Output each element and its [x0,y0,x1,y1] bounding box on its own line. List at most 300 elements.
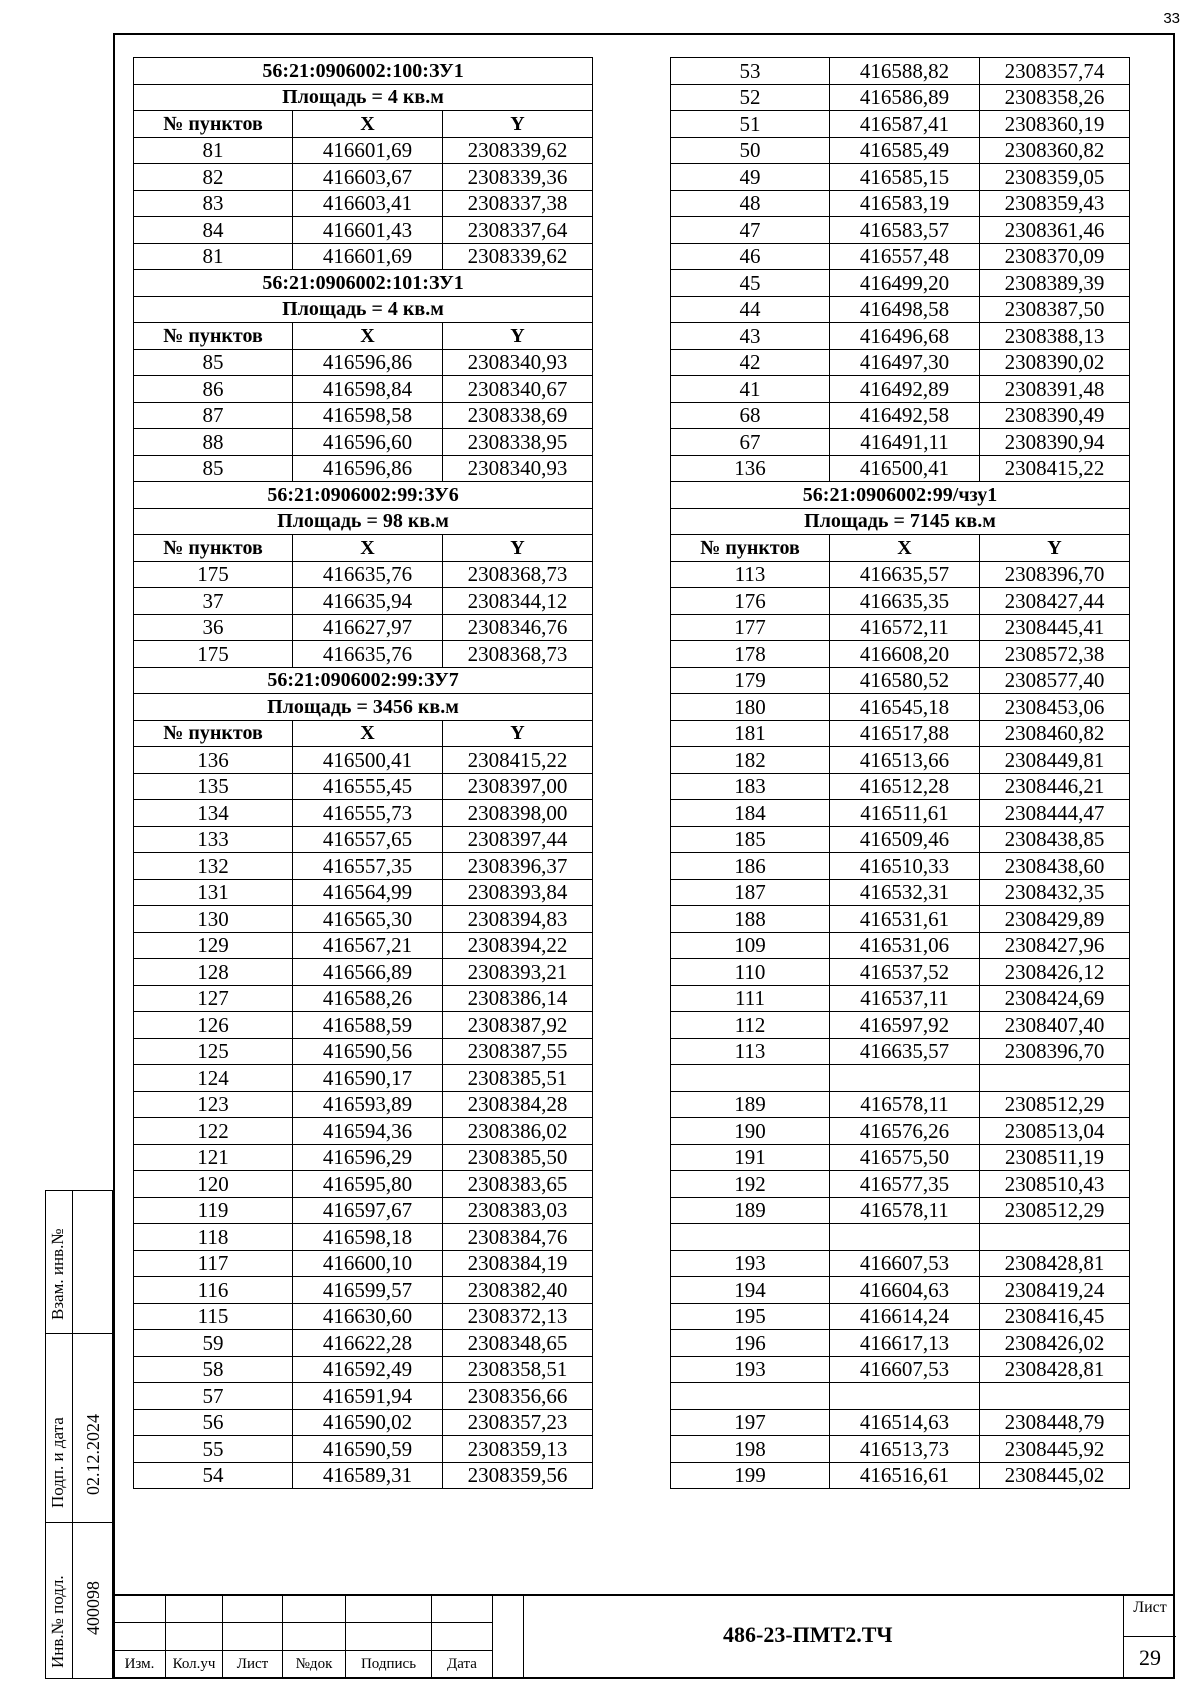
table-row [134,747,593,774]
table-row [134,137,593,164]
point-number-cell: 129 [134,932,293,959]
x-cell: 416596,86 [293,349,443,376]
table-row [671,1356,1130,1383]
y-cell: 2308449,81 [980,747,1130,774]
y-cell: 2308438,85 [980,826,1130,853]
y-cell: 2308384,19 [443,1250,593,1277]
title-block-column-label: №док [283,1651,346,1679]
point-number-cell: 46 [671,243,830,270]
title-block-column-label: Дата [432,1651,493,1679]
point-number-cell: 45 [671,270,830,297]
table-row [671,1118,1130,1145]
x-cell: 416578,11 [830,1197,980,1224]
table-row [671,1038,1130,1065]
x-cell: 416577,35 [830,1171,980,1198]
table-row [671,614,1130,641]
sheet-box [1123,1594,1176,1679]
table-row [134,1462,593,1489]
point-number-cell: 112 [671,1012,830,1039]
x-cell: 416509,46 [830,826,980,853]
inv-podl-value: 400098 [83,1581,103,1635]
x-cell: 416492,58 [830,402,980,429]
x-cell: 416588,59 [293,1012,443,1039]
table-row [671,296,1130,323]
table-row [134,614,593,641]
point-number-cell: 126 [134,1012,293,1039]
point-number-cell [671,1224,830,1251]
header-y: Y [443,323,593,350]
x-cell: 416564,99 [293,879,443,906]
y-cell: 2308385,51 [443,1065,593,1092]
point-number-cell: 183 [671,773,830,800]
point-number-cell: 180 [671,694,830,721]
y-cell: 2308340,93 [443,349,593,376]
point-number-cell: 37 [134,588,293,615]
table-row [671,1065,1130,1092]
table-row [671,1436,1130,1463]
table-row [671,349,1130,376]
coordinates-table-left [133,57,593,1489]
point-number-cell: 198 [671,1436,830,1463]
revision-grid [113,1594,493,1679]
point-number-cell: 49 [671,164,830,191]
x-cell: 416590,17 [293,1065,443,1092]
y-cell: 2308388,13 [980,323,1130,350]
y-cell: 2308359,13 [443,1436,593,1463]
table-row [671,720,1130,747]
title-block-column-label: Изм. [114,1651,166,1679]
table-row [671,58,1130,85]
x-cell: 416608,20 [830,641,980,668]
title-block-column-label: Подпись [346,1651,432,1679]
y-cell: 2308510,43 [980,1171,1130,1198]
x-cell: 416600,10 [293,1250,443,1277]
point-number-cell: 54 [134,1462,293,1489]
point-number-cell: 117 [134,1250,293,1277]
x-cell: 416635,57 [830,1038,980,1065]
x-cell: 416603,67 [293,164,443,191]
point-number-cell: 118 [134,1224,293,1251]
x-cell: 416604,63 [830,1277,980,1304]
x-cell: 416578,11 [830,1091,980,1118]
y-cell: 2308384,76 [443,1224,593,1251]
x-cell: 416627,97 [293,614,443,641]
y-cell: 2308370,09 [980,243,1130,270]
section-area: Площадь = 7145 кв.м [671,508,1130,535]
x-cell: 416585,49 [830,137,980,164]
point-number-cell: 113 [671,1038,830,1065]
x-cell: 416607,53 [830,1250,980,1277]
point-number-cell: 127 [134,985,293,1012]
point-number-cell: 175 [134,561,293,588]
table-row [134,932,593,959]
point-number-cell: 43 [671,323,830,350]
y-cell [980,1224,1130,1251]
x-cell: 416603,41 [293,190,443,217]
header-y: Y [443,720,593,747]
table-row [134,243,593,270]
point-number-cell: 52 [671,84,830,111]
x-cell: 416580,52 [830,667,980,694]
section-area: Площадь = 4 кв.м [134,296,593,323]
point-number-cell: 82 [134,164,293,191]
y-cell: 2308357,74 [980,58,1130,85]
header-x: X [293,720,443,747]
y-cell: 2308339,62 [443,137,593,164]
point-number-cell: 177 [671,614,830,641]
x-cell: 416532,31 [830,879,980,906]
y-cell: 2308428,81 [980,1356,1130,1383]
table-row [134,1091,593,1118]
section-title: 56:21:0906002:99:ЗУ7 [134,667,593,694]
x-cell: 416587,41 [830,111,980,138]
y-cell: 2308396,37 [443,853,593,880]
point-number-cell: 81 [134,137,293,164]
table-row [134,641,593,668]
point-number-cell: 185 [671,826,830,853]
point-number-cell: 116 [134,1277,293,1304]
x-cell: 416497,30 [830,349,980,376]
point-number-cell: 81 [134,243,293,270]
y-cell: 2308384,28 [443,1091,593,1118]
y-cell: 2308340,93 [443,455,593,482]
y-cell: 2308429,89 [980,906,1130,933]
table-row [134,959,593,986]
table-row [134,1436,593,1463]
point-number-cell: 50 [671,137,830,164]
x-cell: 416555,45 [293,773,443,800]
point-number-cell: 84 [134,217,293,244]
y-cell: 2308424,69 [980,985,1130,1012]
x-cell: 416596,60 [293,429,443,456]
x-cell: 416514,63 [830,1409,980,1436]
table-row [134,1224,593,1251]
y-cell: 2308396,70 [980,1038,1130,1065]
y-cell: 2308444,47 [980,800,1130,827]
table-row [134,1118,593,1145]
table-row [134,190,593,217]
table-row [134,217,593,244]
section-area: Площадь = 98 кв.м [134,508,593,535]
point-number-cell: 133 [134,826,293,853]
point-number-cell: 187 [671,879,830,906]
point-number-cell: 193 [671,1250,830,1277]
point-number-cell: 87 [134,402,293,429]
point-number-cell: 191 [671,1144,830,1171]
point-number-cell: 36 [134,614,293,641]
point-number-cell: 136 [134,747,293,774]
y-cell: 2308572,38 [980,641,1130,668]
table-row [134,1383,593,1410]
y-cell: 2308386,02 [443,1118,593,1145]
table-row [134,853,593,880]
point-number-cell: 123 [134,1091,293,1118]
x-cell [830,1224,980,1251]
table-row [671,694,1130,721]
point-number-cell: 119 [134,1197,293,1224]
table-row [671,985,1130,1012]
x-cell: 416572,11 [830,614,980,641]
point-number-cell: 85 [134,455,293,482]
vzam-inv-label: Взам. инв.№ [48,1228,67,1320]
x-cell: 416598,84 [293,376,443,403]
table-row [134,1303,593,1330]
y-cell: 2308445,41 [980,614,1130,641]
point-number-cell: 176 [671,588,830,615]
x-cell: 416500,41 [293,747,443,774]
y-cell: 2308446,21 [980,773,1130,800]
point-number-cell: 188 [671,906,830,933]
point-number-cell: 178 [671,641,830,668]
table-row [671,1277,1130,1304]
y-cell: 2308357,23 [443,1409,593,1436]
podp-data-label: Подп. и дата [48,1417,67,1508]
table-row [671,270,1130,297]
table-row [671,402,1130,429]
table-row [671,1303,1130,1330]
x-cell: 416622,28 [293,1330,443,1357]
y-cell: 2308391,48 [980,376,1130,403]
x-cell: 416589,31 [293,1462,443,1489]
table-row [671,747,1130,774]
y-cell: 2308387,92 [443,1012,593,1039]
y-cell: 2308358,51 [443,1356,593,1383]
y-cell: 2308383,03 [443,1197,593,1224]
y-cell: 2308512,29 [980,1091,1130,1118]
table-row [134,164,593,191]
table-row [671,1409,1130,1436]
x-cell [830,1065,980,1092]
y-cell: 2308359,05 [980,164,1130,191]
x-cell: 416491,11 [830,429,980,456]
table-row [134,906,593,933]
x-cell: 416545,18 [830,694,980,721]
table-row [134,773,593,800]
point-number-cell: 85 [134,349,293,376]
x-cell: 416531,61 [830,906,980,933]
x-cell: 416596,29 [293,1144,443,1171]
y-cell: 2308338,69 [443,402,593,429]
point-number-cell: 68 [671,402,830,429]
y-cell: 2308385,50 [443,1144,593,1171]
table-row [134,588,593,615]
x-cell: 416594,36 [293,1118,443,1145]
point-number-cell: 59 [134,1330,293,1357]
table-row [134,376,593,403]
x-cell: 416500,41 [830,455,980,482]
y-cell: 2308453,06 [980,694,1130,721]
x-cell: 416499,20 [830,270,980,297]
x-cell: 416590,59 [293,1436,443,1463]
table-row [671,1144,1130,1171]
table-row [134,800,593,827]
point-number-cell: 55 [134,1436,293,1463]
y-cell: 2308368,73 [443,641,593,668]
x-cell: 416588,26 [293,985,443,1012]
table-row [671,667,1130,694]
y-cell: 2308361,46 [980,217,1130,244]
y-cell: 2308448,79 [980,1409,1130,1436]
y-cell: 2308416,45 [980,1303,1130,1330]
table-row [671,879,1130,906]
x-cell: 416599,57 [293,1277,443,1304]
x-cell: 416531,06 [830,932,980,959]
header-x: X [293,111,443,138]
table-row [134,1277,593,1304]
point-number-cell: 195 [671,1303,830,1330]
point-number-cell: 58 [134,1356,293,1383]
table-row [671,455,1130,482]
y-cell: 2308394,22 [443,932,593,959]
y-cell: 2308389,39 [980,270,1130,297]
point-number-cell: 122 [134,1118,293,1145]
y-cell [980,1065,1130,1092]
table-row [671,641,1130,668]
title-block-column-label: Лист [223,1651,283,1679]
table-row [671,1171,1130,1198]
x-cell: 416597,92 [830,1012,980,1039]
y-cell: 2308344,12 [443,588,593,615]
y-cell: 2308338,95 [443,429,593,456]
x-cell: 416583,19 [830,190,980,217]
header-y: Y [980,535,1130,562]
point-number-cell: 124 [134,1065,293,1092]
header-point-number: № пунктов [134,111,293,138]
table-row [671,1224,1130,1251]
x-cell: 416601,69 [293,137,443,164]
header-x: X [293,323,443,350]
x-cell: 416567,21 [293,932,443,959]
y-cell: 2308337,64 [443,217,593,244]
point-number-cell: 130 [134,906,293,933]
x-cell: 416591,94 [293,1383,443,1410]
x-cell: 416513,73 [830,1436,980,1463]
podp-data-value: 02.12.2024 [83,1414,103,1495]
y-cell: 2308383,65 [443,1171,593,1198]
x-cell: 416592,49 [293,1356,443,1383]
y-cell: 2308427,96 [980,932,1130,959]
x-cell: 416576,26 [830,1118,980,1145]
header-x: X [830,535,980,562]
table-row [134,561,593,588]
section-area: Площадь = 3456 кв.м [134,694,593,721]
table-row [671,1330,1130,1357]
x-cell: 416557,35 [293,853,443,880]
header-point-number: № пунктов [671,535,830,562]
y-cell: 2308512,29 [980,1197,1130,1224]
point-number-cell [671,1383,830,1410]
point-number-cell: 86 [134,376,293,403]
y-cell: 2308368,73 [443,561,593,588]
table-row [134,985,593,1012]
y-cell: 2308390,02 [980,349,1130,376]
point-number-cell: 179 [671,667,830,694]
page-number: 33 [1163,10,1180,27]
y-cell: 2308340,67 [443,376,593,403]
point-number-cell: 41 [671,376,830,403]
section-area: Площадь = 4 кв.м [134,84,593,111]
x-cell: 416586,89 [830,84,980,111]
y-cell: 2308427,44 [980,588,1130,615]
x-cell: 416498,58 [830,296,980,323]
point-number-cell: 48 [671,190,830,217]
sheet-label: Лист [1133,1599,1167,1616]
y-cell: 2308390,49 [980,402,1130,429]
x-cell: 416598,18 [293,1224,443,1251]
point-number-cell: 113 [671,561,830,588]
x-cell: 416635,94 [293,588,443,615]
y-cell: 2308387,55 [443,1038,593,1065]
y-cell: 2308396,70 [980,561,1130,588]
sheet-number: 29 [1124,1636,1176,1671]
header-point-number: № пунктов [134,535,293,562]
table-row [134,402,593,429]
x-cell: 416596,86 [293,455,443,482]
y-cell: 2308393,21 [443,959,593,986]
table-row [671,773,1130,800]
title-block [113,1594,1175,1679]
x-cell: 416597,67 [293,1197,443,1224]
point-number-cell: 67 [671,429,830,456]
y-cell: 2308397,44 [443,826,593,853]
x-cell: 416601,43 [293,217,443,244]
header-y: Y [443,535,593,562]
x-cell: 416492,89 [830,376,980,403]
y-cell: 2308390,94 [980,429,1130,456]
point-number-cell: 186 [671,853,830,880]
y-cell: 2308339,62 [443,243,593,270]
point-number-cell: 136 [671,455,830,482]
table-row [671,1012,1130,1039]
y-cell: 2308445,92 [980,1436,1130,1463]
table-row [671,800,1130,827]
point-number-cell [671,1065,830,1092]
point-number-cell: 193 [671,1356,830,1383]
x-cell: 416517,88 [830,720,980,747]
x-cell: 416588,82 [830,58,980,85]
table-row [134,1065,593,1092]
x-cell: 416557,48 [830,243,980,270]
table-row [671,588,1130,615]
y-cell: 2308398,00 [443,800,593,827]
table-row [671,1197,1130,1224]
x-cell: 416601,69 [293,243,443,270]
y-cell: 2308432,35 [980,879,1130,906]
x-cell: 416593,89 [293,1091,443,1118]
y-cell: 2308337,38 [443,190,593,217]
point-number-cell: 181 [671,720,830,747]
y-cell: 2308356,66 [443,1383,593,1410]
y-cell: 2308339,36 [443,164,593,191]
point-number-cell: 111 [671,985,830,1012]
x-cell: 416557,65 [293,826,443,853]
y-cell [980,1383,1130,1410]
x-cell: 416565,30 [293,906,443,933]
point-number-cell: 51 [671,111,830,138]
x-cell: 416598,58 [293,402,443,429]
y-cell: 2308419,24 [980,1277,1130,1304]
coordinates-table-right [670,57,1130,1489]
y-cell: 2308359,56 [443,1462,593,1489]
point-number-cell: 190 [671,1118,830,1145]
y-cell: 2308438,60 [980,853,1130,880]
point-number-cell: 134 [134,800,293,827]
point-number-cell: 199 [671,1462,830,1489]
x-cell: 416635,35 [830,588,980,615]
y-cell: 2308372,13 [443,1303,593,1330]
table-row [671,1091,1130,1118]
y-cell: 2308358,26 [980,84,1130,111]
